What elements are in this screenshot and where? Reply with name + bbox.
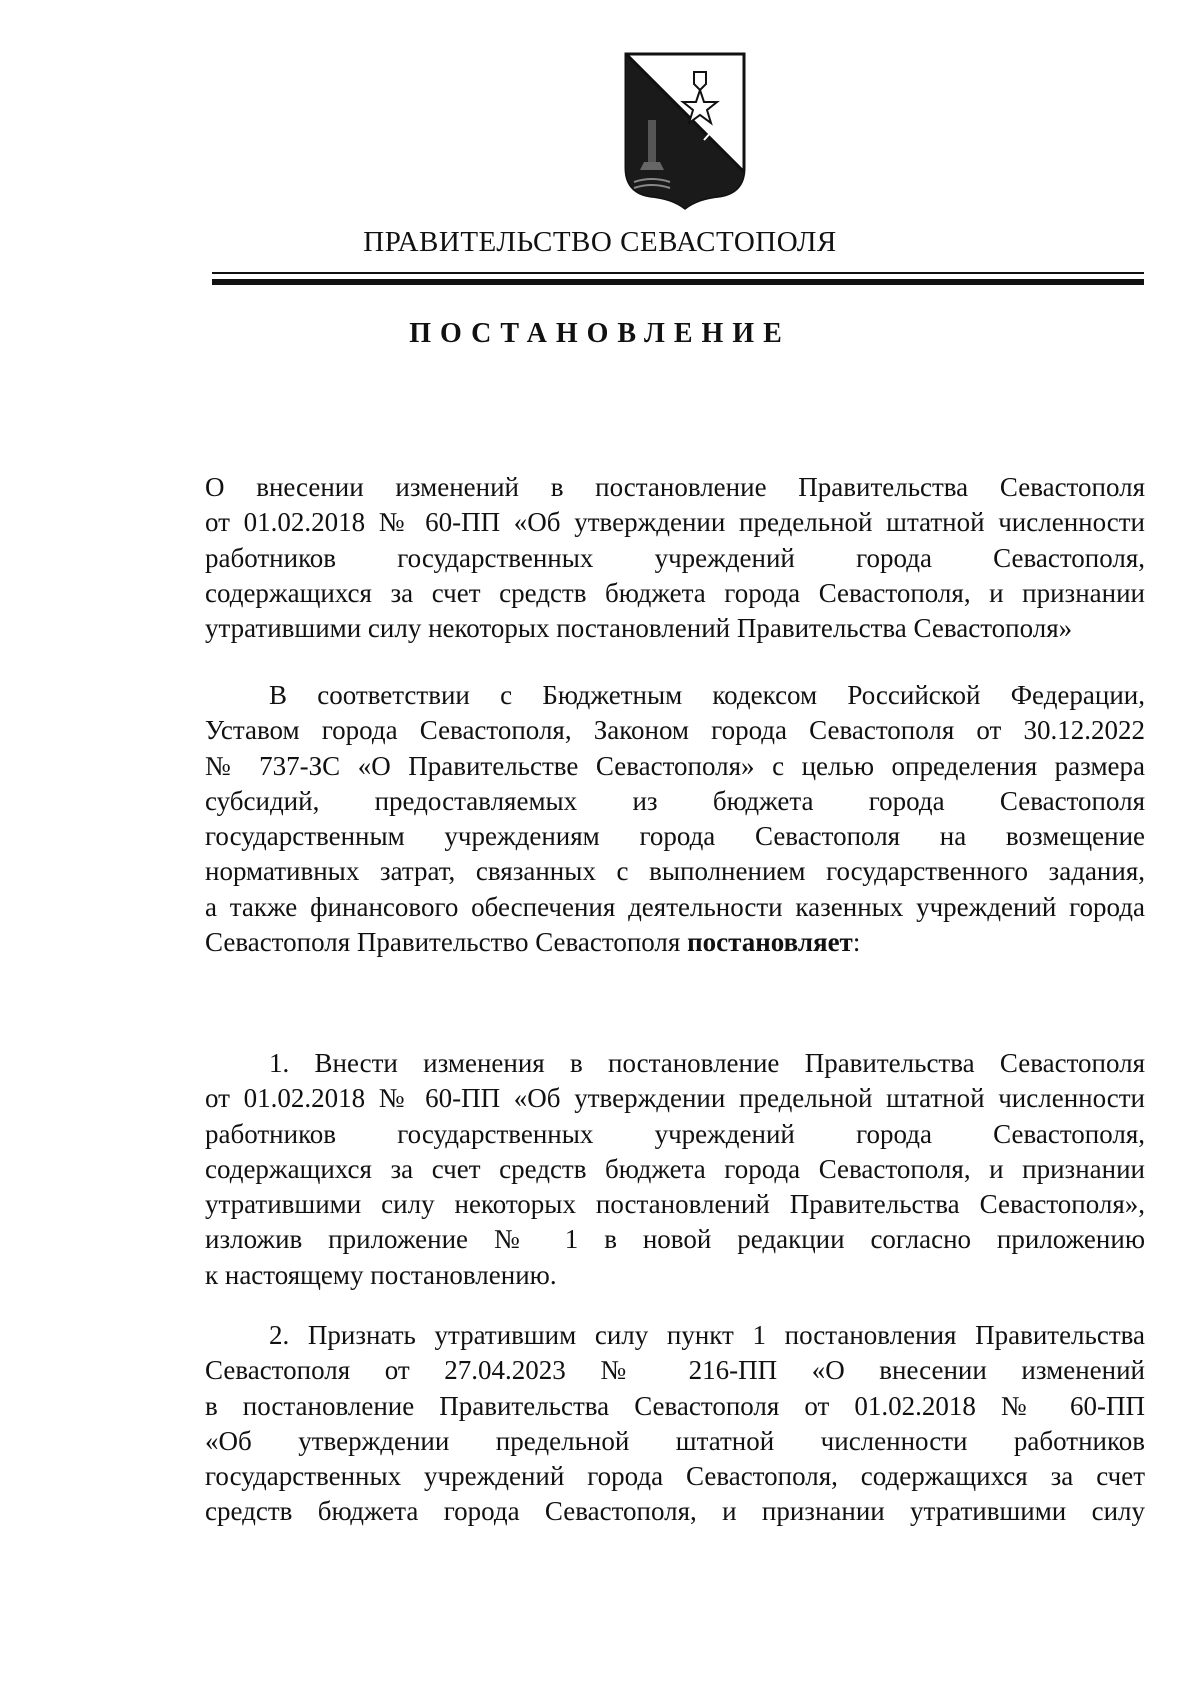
title-line: содержащихся за счет средств бюджета города Севастополя, и признании: [205, 577, 1145, 608]
resolves-keyword: постановляет: [687, 927, 853, 958]
title-line: от 01.02.2018 № 60-ПП «Об утверждении предельной штатной численности: [205, 507, 1145, 538]
preamble: [205, 678, 1145, 960]
preamble-line: субсидий, предоставляемых из бюджета города Севастополя: [205, 785, 1145, 816]
item-1-line: к настоящему постановлению.: [205, 1259, 557, 1290]
organization-name: ПРАВИТЕЛЬСТВО СЕВАСТОПОЛЯ: [363, 226, 837, 258]
title-line: работников государственных учреждений города Севастополя,: [205, 542, 1145, 573]
item-1-line: 1. Внести изменения в постановление Правительства Севастополя: [269, 1048, 1145, 1078]
item-1: [205, 1046, 1145, 1293]
document-type: ПОСТАНОВЛЕНИЕ: [409, 318, 791, 349]
coat-of-arms-icon: [620, 50, 750, 210]
item-2-line: средств бюджета города Севастополя, и признании утратившими силу: [205, 1496, 1145, 1527]
item-2-line: 2. Признать утратившим силу пункт 1 постановления Правительства: [269, 1320, 1145, 1350]
item-2-line: Севастополя от 27.04.2023 № 216-ПП «О внесении изменений: [205, 1355, 1145, 1386]
item-1-line: от 01.02.2018 № 60-ПП «Об утверждении предельной штатной численности: [205, 1083, 1145, 1114]
title-line: утратившими силу некоторых постановлений Правительства Севастополя»: [205, 613, 1073, 644]
preamble-line: В соответствии с Бюджетным кодексом Российской Федерации,: [269, 680, 1145, 710]
header-rule-thick: [212, 279, 1144, 285]
preamble-end-text: Севастополя Правительство Севастополя: [205, 927, 688, 958]
item-1-line: утратившими силу некоторых постановлений Правительства Севастополя»,: [205, 1189, 1145, 1220]
item-1-line: содержащихся за счет средств бюджета города Севастополя, и признании: [205, 1153, 1145, 1184]
preamble-line: нормативных затрат, связанных с выполнением государственного задания,: [205, 856, 1145, 887]
item-1-line: изложив приложение № 1 в новой редакции согласно приложению: [205, 1224, 1145, 1255]
item-2-line: в постановление Правительства Севастополя от 01.02.2018 № 60-ПП: [205, 1390, 1145, 1421]
item-2-line: государственных учреждений города Севастополя, содержащихся за счет: [205, 1461, 1145, 1492]
preamble-line: Уставом города Севастополя, Законом города Севастополя от 30.12.2022: [205, 715, 1145, 746]
item-2-line: «Об утверждении предельной штатной численности работников: [205, 1425, 1145, 1456]
item-2: [205, 1318, 1145, 1530]
preamble-line: [205, 925, 1145, 960]
preamble-line: а также финансового обеспечения деятельности казенных учреждений города: [205, 891, 1145, 922]
preamble-line: государственным учреждениям города Севастополя на возмещение: [205, 821, 1145, 852]
preamble-end-colon: :: [852, 927, 861, 958]
header-rule-thin: [212, 272, 1144, 274]
preamble-line: № 737-ЗС «О Правительстве Севастополя» с целью определения размера: [205, 750, 1145, 781]
title-line: О внесении изменений в постановление Правительства Севастополя: [205, 472, 1145, 502]
document-title: [205, 470, 1145, 646]
item-1-line: работников государственных учреждений города Севастополя,: [205, 1118, 1145, 1149]
